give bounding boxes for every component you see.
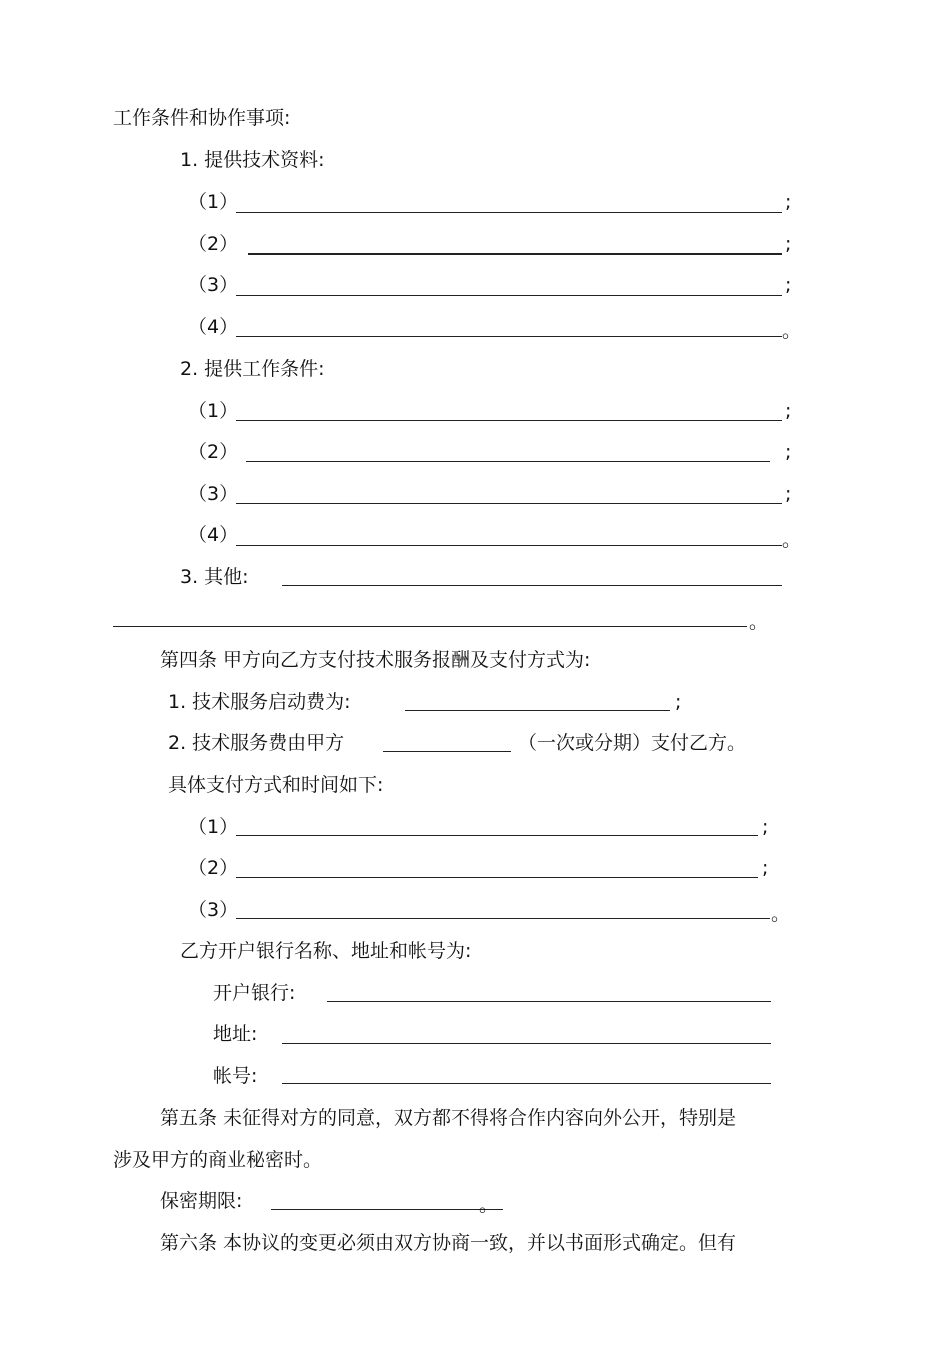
secrecy-period-blank[interactable]	[271, 1209, 503, 1210]
bank-name-blank[interactable]	[327, 1001, 771, 1002]
item-end: ;	[785, 483, 792, 505]
blank-line[interactable]	[236, 295, 782, 296]
bank-name-label: 开户银行:	[213, 982, 296, 1004]
subsection-title-technical-materials: 1. 提供技术资料:	[180, 149, 325, 171]
item-number: （3）	[188, 899, 239, 921]
blank-line[interactable]	[113, 626, 747, 627]
item-number: （1）	[188, 191, 239, 213]
item-number: （1）	[188, 816, 239, 838]
blank-line[interactable]	[236, 835, 758, 836]
item-number: （4）	[188, 316, 239, 338]
blank-line[interactable]	[248, 253, 782, 255]
start-fee-blank[interactable]	[405, 710, 670, 711]
account-label: 帐号:	[213, 1065, 258, 1087]
item-number: （2）	[188, 441, 239, 463]
blank-line[interactable]	[246, 461, 770, 462]
item-end: ;	[762, 857, 769, 879]
blank-line[interactable]	[236, 336, 782, 337]
address-blank[interactable]	[282, 1043, 771, 1044]
blank-line[interactable]	[236, 918, 770, 919]
item-number: （3）	[188, 274, 239, 296]
service-fee-prefix: 2. 技术服务费由甲方	[168, 732, 345, 754]
item-end: ;	[675, 691, 682, 713]
subsection-title-work-conditions: 2. 提供工作条件:	[180, 358, 325, 380]
article-5-line-1: 第五条 未征得对方的同意，双方都不得将合作内容向外公开，特别是	[160, 1107, 737, 1129]
section-heading: 工作条件和协作事项:	[113, 107, 291, 129]
bank-info-title: 乙方开户银行名称、地址和帐号为:	[180, 940, 472, 962]
blank-line[interactable]	[236, 545, 782, 546]
item-end: ;	[785, 400, 792, 422]
article-4-title: 第四条 甲方向乙方支付技术服务报酬及支付方式为:	[160, 649, 591, 671]
payment-type-blank[interactable]	[383, 751, 511, 752]
blank-line[interactable]	[236, 503, 782, 504]
item-end: 。	[782, 529, 802, 551]
start-fee-label: 1. 技术服务启动费为:	[168, 691, 351, 713]
item-end: ;	[785, 191, 792, 213]
item-number: （3）	[188, 483, 239, 505]
account-blank[interactable]	[282, 1083, 771, 1084]
secrecy-period-label: 保密期限:	[160, 1190, 243, 1212]
blank-line[interactable]	[282, 585, 782, 586]
item-end: 。	[749, 611, 769, 633]
article-5-line-2: 涉及甲方的商业秘密时。	[113, 1149, 323, 1171]
item-end: 。	[782, 320, 802, 342]
item-number: （2）	[188, 857, 239, 879]
blank-line[interactable]	[236, 212, 782, 213]
address-label: 地址:	[213, 1023, 258, 1045]
item-end: ;	[785, 441, 792, 463]
blank-line[interactable]	[236, 877, 758, 878]
item-end: ;	[785, 274, 792, 296]
item-end: 。	[771, 903, 791, 925]
item-number: （4）	[188, 524, 239, 546]
item-end: 。	[479, 1194, 499, 1216]
subsection-title-other: 3. 其他:	[180, 566, 249, 588]
payment-method-label: 具体支付方式和时间如下:	[168, 774, 384, 796]
item-end: ;	[762, 816, 769, 838]
item-number: （1）	[188, 400, 239, 422]
item-number: （2）	[188, 233, 239, 255]
article-6-line-1: 第六条 本协议的变更必须由双方协商一致，并以书面形式确定。但有	[160, 1232, 737, 1254]
item-end: ;	[785, 233, 792, 255]
blank-line[interactable]	[236, 420, 782, 421]
service-fee-suffix: （一次或分期）支付乙方。	[518, 732, 747, 754]
